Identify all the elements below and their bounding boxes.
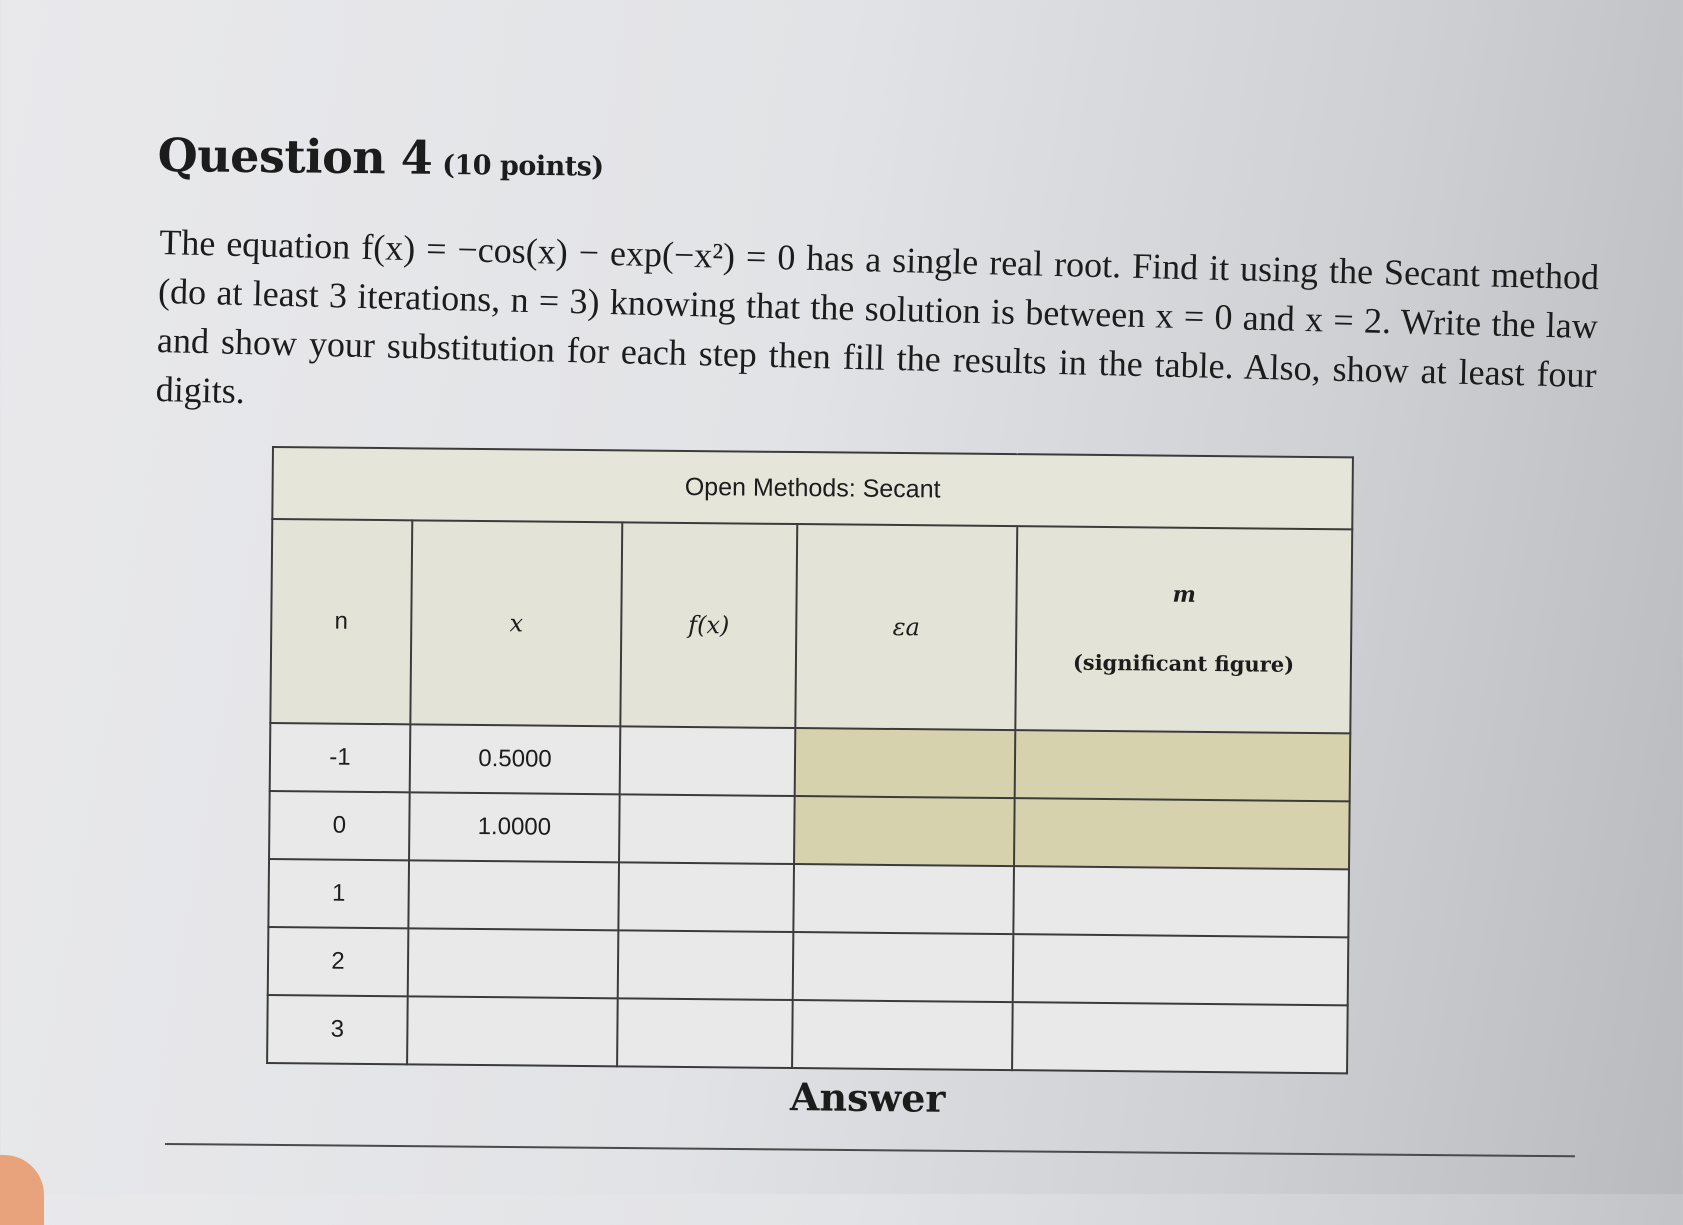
question-text <box>155 218 1599 449</box>
answer-line <box>165 1143 1575 1157</box>
finger-edge <box>0 1155 44 1225</box>
table-header-row <box>270 519 1352 733</box>
header-fx: f(x) <box>620 522 797 728</box>
cell-n: -1 <box>270 723 411 792</box>
table-row <box>269 791 1350 869</box>
cell-m[interactable] <box>1012 1002 1348 1073</box>
header-n: n <box>270 519 412 724</box>
secant-table-container <box>266 446 1352 1074</box>
header-m-label: (significant figure) <box>1072 649 1295 677</box>
cell-m[interactable] <box>1013 866 1349 937</box>
header-ea: εa <box>795 524 1017 730</box>
cell-n: 3 <box>267 995 408 1064</box>
cell-x[interactable] <box>407 996 618 1066</box>
cell-fx[interactable] <box>617 998 793 1068</box>
cell-fx[interactable] <box>620 726 796 796</box>
table-row <box>267 995 1348 1073</box>
cell-ea-shaded <box>794 796 1015 866</box>
table-row <box>268 927 1349 1005</box>
question-points: (10 points) <box>442 149 604 183</box>
cell-ea[interactable] <box>793 932 1014 1002</box>
question-title <box>157 128 604 187</box>
question-number: Question 4 <box>157 128 433 185</box>
header-m-symbol: m <box>1172 581 1196 608</box>
cell-ea-shaded <box>795 728 1016 798</box>
table-caption: Open Methods: Secant <box>272 447 1353 529</box>
question-body: The equation f(x) = −cos(x) − exp(−x²) = 0 has a single real root. Find it using the Secant method (do at least 3 iterations, n = 3) knowing that the solution is between x = 0 and x = 2. Write the law and show your substitution for each step then fill the results in the table. Also, show at least four digits. <box>155 221 1600 412</box>
cell-fx[interactable] <box>618 862 794 932</box>
cell-n: 2 <box>268 927 409 996</box>
cell-m-shaded <box>1014 798 1350 869</box>
answer-label: Answer <box>789 1074 946 1121</box>
cell-fx[interactable] <box>619 794 795 864</box>
cell-n: 0 <box>269 791 410 860</box>
cell-fx[interactable] <box>618 930 794 1000</box>
table-row <box>268 859 1349 937</box>
cell-m[interactable] <box>1013 934 1349 1005</box>
cell-x: 1.0000 <box>409 792 620 862</box>
cell-x: 0.5000 <box>410 724 621 794</box>
secant-table <box>266 446 1354 1074</box>
cell-n: 1 <box>268 859 409 928</box>
cell-x[interactable] <box>408 860 619 930</box>
table-caption-row <box>272 447 1353 529</box>
cell-ea[interactable] <box>793 864 1014 934</box>
table-row <box>270 723 1351 801</box>
cell-x[interactable] <box>408 928 619 998</box>
header-x: x <box>410 520 622 726</box>
cell-m-shaded <box>1015 730 1351 801</box>
header-m <box>1015 526 1352 733</box>
cell-ea[interactable] <box>792 1000 1013 1070</box>
